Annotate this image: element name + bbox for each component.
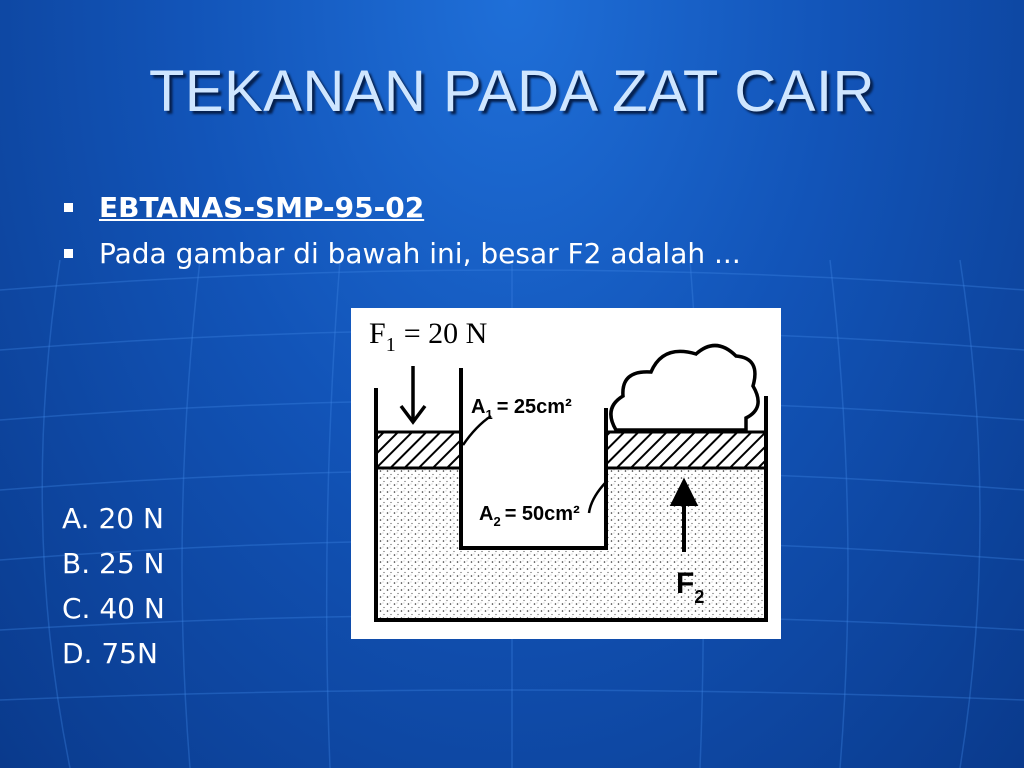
svg-text:A2= 50cm² <box>479 503 580 529</box>
question-source: EBTANAS-SMP-95-02 <box>99 190 425 224</box>
answer-options <box>62 496 165 676</box>
bullet-square-icon <box>64 249 73 258</box>
a1-value: = 25cm² <box>496 396 572 418</box>
f1-label: F <box>369 317 386 350</box>
f2-label: F <box>676 567 695 600</box>
f1-subscript: 1 <box>385 334 396 356</box>
a2-label: A <box>479 503 494 525</box>
bullet-item <box>58 184 741 230</box>
svg-text:A1= 25cm² <box>471 396 572 422</box>
liquid-body <box>376 468 766 620</box>
a1-label: A <box>471 396 486 418</box>
a1-subscript: 1 <box>485 407 493 422</box>
a2-subscript: 2 <box>493 514 501 529</box>
svg-text:F1= 20 N <box>369 317 487 356</box>
left-piston <box>376 432 461 468</box>
question-text: Pada gambar di bawah ini, besar F2 adalah ... <box>99 236 741 270</box>
f1-value: = 20 N <box>403 317 488 350</box>
option-d: D. 75N <box>62 637 158 670</box>
bullet-item <box>58 230 741 276</box>
bullet-list <box>58 184 741 276</box>
hydraulic-press-figure <box>351 308 781 639</box>
bullet-square-icon <box>64 203 73 212</box>
slide-title: TEKANAN PADA ZAT CAIR <box>149 59 875 124</box>
option-c: C. 40 N <box>62 592 165 625</box>
a2-value: = 50cm² <box>504 503 580 525</box>
f1-arrow-icon <box>401 366 425 422</box>
option-a: A. 20 N <box>62 502 164 535</box>
load-cloud <box>611 345 758 430</box>
f2-subscript: 2 <box>694 587 705 607</box>
option-b: B. 25 N <box>62 547 165 580</box>
right-piston <box>606 432 766 468</box>
